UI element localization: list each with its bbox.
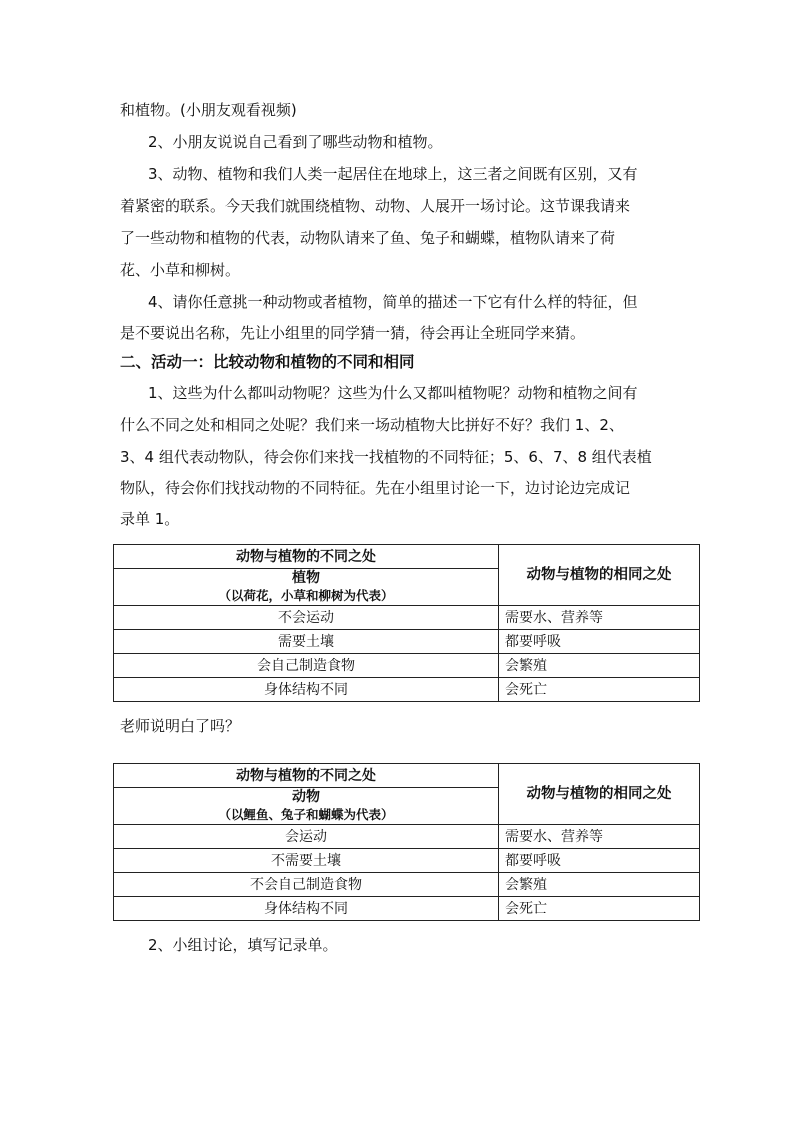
table-row <box>114 849 700 873</box>
diff-cell: 不会自己制造食物 <box>114 873 499 897</box>
table-row <box>114 897 700 921</box>
same-cell: 需要水、营养等 <box>499 825 700 849</box>
paragraph-line: 了一些动物和植物的代表，动物队请来了鱼、兔子和蝴蝶，植物队请来了荷 <box>120 229 616 247</box>
subject-header <box>114 788 499 825</box>
paragraph-line: 着紧密的联系。今天我们就围绕植物、动物、人展开一场讨论。这节课我请来 <box>120 197 631 215</box>
same-cell: 都要呼吸 <box>499 849 700 873</box>
paragraph-line: 3、动物、植物和我们人类一起居住在地球上，这三者之间既有区别，又有 <box>148 165 638 183</box>
subject-note: （以荷花，小草和柳树为代表） <box>218 588 394 603</box>
paragraph-line: 录单 1。 <box>120 510 180 528</box>
paragraph-line: 3、4 组代表动物队，待会你们来找一找植物的不同特征；5、6、7、8 组代表植 <box>120 448 652 466</box>
table-row <box>114 873 700 897</box>
paragraph-line: 4、请你任意挑一种动物或者植物，简单的描述一下它有什么样的特征，但 <box>148 293 638 311</box>
table-row <box>114 825 700 849</box>
record-table-plants <box>113 544 700 702</box>
table-row <box>114 654 700 678</box>
same-cell: 都要呼吸 <box>499 630 700 654</box>
same-cell: 需要水、营养等 <box>499 606 700 630</box>
diff-cell: 身体结构不同 <box>114 897 499 921</box>
same-cell: 会死亡 <box>499 897 700 921</box>
record-table-animals <box>113 763 700 921</box>
same-cell: 会死亡 <box>499 678 700 702</box>
same-cell: 会繁殖 <box>499 873 700 897</box>
paragraph-line: 是不要说出名称，先让小组里的同学猜一猜，待会再让全班同学来猜。 <box>120 324 586 342</box>
diff-cell: 不会运动 <box>114 606 499 630</box>
table-row <box>114 678 700 702</box>
paragraph-line: 花、小草和柳树。 <box>120 261 241 279</box>
paragraph-line: 2、小组讨论，填写记录单。 <box>148 936 338 954</box>
subject-note: （以鲤鱼、兔子和蝴蝶为代表） <box>218 807 394 822</box>
table-row <box>114 606 700 630</box>
section-heading: 二、活动一：比较动物和植物的不同和相同 <box>120 353 415 371</box>
table-row <box>114 630 700 654</box>
subject-label: 植物 <box>292 570 320 586</box>
diff-cell: 身体结构不同 <box>114 678 499 702</box>
diff-header: 动物与植物的不同之处 <box>114 764 499 788</box>
diff-cell: 会自己制造食物 <box>114 654 499 678</box>
subject-label: 动物 <box>292 789 320 805</box>
diff-cell: 会运动 <box>114 825 499 849</box>
same-header: 动物与植物的相同之处 <box>499 764 700 825</box>
paragraph-line: 物队，待会你们找找动物的不同特征。先在小组里讨论一下，边讨论边完成记 <box>120 479 631 497</box>
diff-header: 动物与植物的不同之处 <box>114 545 499 569</box>
diff-cell: 不需要土壤 <box>114 849 499 873</box>
paragraph-line: 1、这些为什么都叫动物呢？这些为什么又都叫植物呢？动物和植物之间有 <box>148 384 638 402</box>
subject-header <box>114 569 499 606</box>
paragraph-line: 什么不同之处和相同之处呢？我们来一场动植物大比拼好不好？我们 1、2、 <box>120 416 624 434</box>
same-header: 动物与植物的相同之处 <box>499 545 700 606</box>
diff-cell: 需要土壤 <box>114 630 499 654</box>
paragraph-line: 2、小朋友说说自己看到了哪些动物和植物。 <box>148 133 443 151</box>
same-cell: 会繁殖 <box>499 654 700 678</box>
paragraph-line: 和植物。(小朋友观看视频) <box>120 101 297 119</box>
paragraph-line: 老师说明白了吗？ <box>120 717 241 735</box>
